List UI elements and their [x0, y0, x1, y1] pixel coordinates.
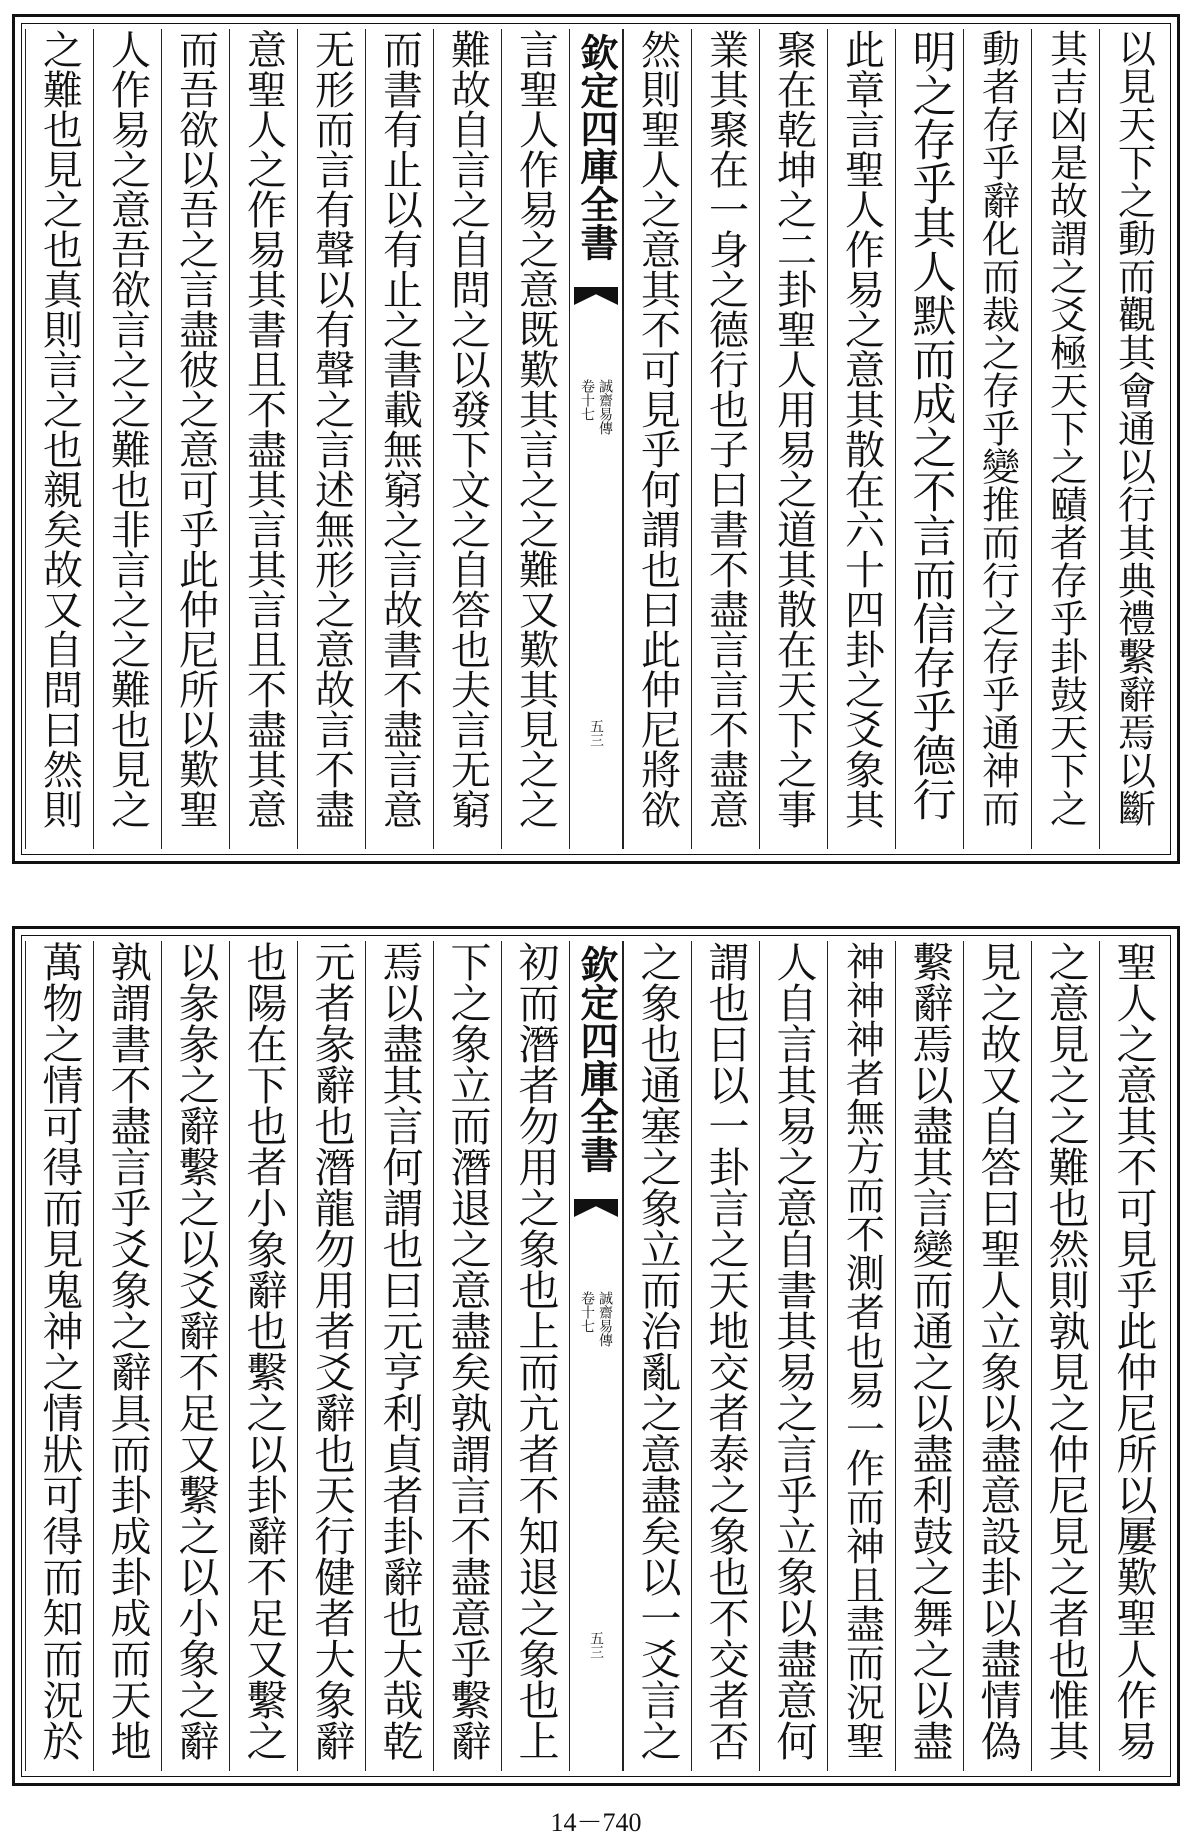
column-text: 而吾欲以吾之言盡彼之意可乎此仲尼所以歎聖 — [172, 29, 219, 829]
column-text: 人自言其易之意自書其易之言乎立象以盡意何 — [769, 941, 818, 1761]
page-number: 五三 — [588, 1631, 604, 1659]
text-column — [93, 29, 161, 849]
text-column — [827, 29, 895, 849]
column-text: 業其聚在一身之德行也子曰書不盡言言不盡意 — [702, 29, 749, 829]
text-column — [691, 941, 759, 1771]
text-column — [93, 941, 161, 1771]
text-column — [759, 29, 827, 849]
text-area — [25, 29, 1167, 849]
text-column — [25, 941, 93, 1771]
column-text: 人作易之意吾欲言之之難也非言之之難也見之 — [104, 29, 151, 829]
text-column — [1031, 29, 1099, 849]
volume-label: 卷十七 — [579, 1291, 595, 1333]
text-column — [297, 29, 365, 849]
column-text: 明之存乎其人默而成之不言而信存乎德行 — [904, 29, 956, 821]
center-title: 欽定四庫全書 — [574, 945, 619, 1173]
column-text: 謂也曰以一卦言之天地交者泰之象也不交者否 — [701, 941, 750, 1761]
text-column — [691, 29, 759, 849]
right-text-block — [623, 941, 1167, 1771]
column-text: 下之象立而潛退之意盡矣孰謂言不盡意乎繫辭 — [443, 941, 492, 1761]
text-column — [623, 29, 691, 849]
column-text: 見之故又自答曰聖人立象以盡意設卦以盡情偽 — [973, 941, 1022, 1761]
column-text: 之意見之之難也然則孰見之仲尼見之者也惟其 — [1041, 941, 1090, 1761]
text-column — [1099, 941, 1167, 1771]
text-column — [229, 941, 297, 1771]
text-column — [161, 29, 229, 849]
text-column — [827, 941, 895, 1771]
book-label: 誠齋易傳 — [597, 379, 613, 435]
text-column — [963, 941, 1031, 1771]
column-text: 聚在乾坤之二卦聖人用易之道其散在天下之事 — [770, 29, 817, 829]
page-number: 五三 — [588, 719, 604, 747]
column-text: 之難也見之也真則言之也親矣故又自問曰然則 — [36, 29, 83, 829]
volume-label: 卷十七 — [579, 379, 595, 421]
column-text: 繫辭焉以盡其言變而通之以盡利鼓之舞之以盡 — [905, 941, 954, 1761]
column-text: 之象也通塞之象立而治亂之意盡矣以一爻言之 — [633, 941, 682, 1761]
text-column — [1031, 941, 1099, 1771]
text-column — [895, 29, 963, 849]
text-column — [161, 941, 229, 1771]
text-column — [963, 29, 1031, 849]
column-text: 孰謂書不盡言乎爻象之辭具而卦成卦成而天地 — [103, 941, 152, 1761]
text-column — [759, 941, 827, 1771]
column-text: 萬物之情可得而見鬼神之情狀可得而知而況於 — [35, 941, 84, 1761]
fish-tail-mark-icon — [574, 1199, 618, 1227]
text-column — [365, 941, 433, 1771]
column-text: 難故自言之自問之以發下文之自答也夫言无窮 — [444, 29, 491, 829]
text-column — [433, 941, 501, 1771]
text-column — [623, 941, 691, 1771]
column-text: 焉以盡其言何謂也曰元亨利貞者卦辭也大哉乾 — [375, 941, 424, 1761]
center-title: 欽定四庫全書 — [574, 33, 619, 261]
column-text: 聖人之意其不可見乎此仲尼所以屢歎聖人作易 — [1109, 941, 1158, 1761]
column-text: 初而潛者勿用之象也上而亢者不知退之象也上 — [511, 941, 560, 1761]
text-column — [895, 941, 963, 1771]
column-text: 以見天下之動而觀其會通以行其典禮繫辭焉以斷 — [1111, 29, 1156, 827]
center-margin — [569, 29, 623, 849]
text-column — [501, 29, 569, 849]
book-label: 誠齋易傳 — [597, 1291, 613, 1347]
center-meta — [570, 1291, 622, 1347]
column-text: 而書有止以有止之書載無窮之言故書不盡言意 — [376, 29, 423, 829]
column-text: 動者存乎辭化而裁之存乎變推而行之存乎通神而 — [975, 29, 1020, 827]
column-text: 此章言聖人作易之意其散在六十四卦之爻象其 — [838, 29, 885, 829]
fish-tail-mark-icon — [574, 287, 618, 315]
column-text: 言聖人作易之意既歎其言之之難又歎其見之之 — [512, 29, 559, 829]
column-text: 然則聖人之意其不可見乎何謂也曰此仲尼將欲 — [634, 29, 681, 829]
text-area — [25, 941, 1167, 1771]
right-text-block — [623, 29, 1167, 849]
column-text: 也陽在下也者小象辭也繫之以卦辭不足又繫之 — [239, 941, 288, 1761]
page-panel-top — [12, 14, 1180, 864]
text-column — [25, 29, 93, 849]
left-text-block — [25, 29, 569, 849]
text-column — [229, 29, 297, 849]
column-text: 其吉凶是故謂之爻極天下之賾者存乎卦鼓天下之 — [1043, 29, 1088, 827]
text-column — [433, 29, 501, 849]
column-text: 无形而言有聲以有聲之言述無形之意故言不盡 — [308, 29, 355, 829]
text-column — [297, 941, 365, 1771]
footer-page-number: 14－740 — [550, 1808, 642, 1837]
column-text: 意聖人之作易其書且不盡其言其言且不盡其意 — [240, 29, 287, 829]
column-text: 元者彖辭也潛龍勿用者爻辭也天行健者大象辭 — [307, 941, 356, 1761]
text-column — [501, 941, 569, 1771]
text-column — [365, 29, 433, 849]
column-text: 神神神者無方而不測者也易一作而神且盡而況聖 — [839, 941, 885, 1760]
center-margin — [569, 941, 623, 1771]
page-panel-bottom — [12, 926, 1180, 1786]
left-text-block — [25, 941, 569, 1771]
column-text: 以彖彖之辭繫之以爻辭不足又繫之以小象之辭 — [171, 941, 220, 1761]
center-meta — [570, 379, 622, 435]
text-column — [1099, 29, 1167, 849]
